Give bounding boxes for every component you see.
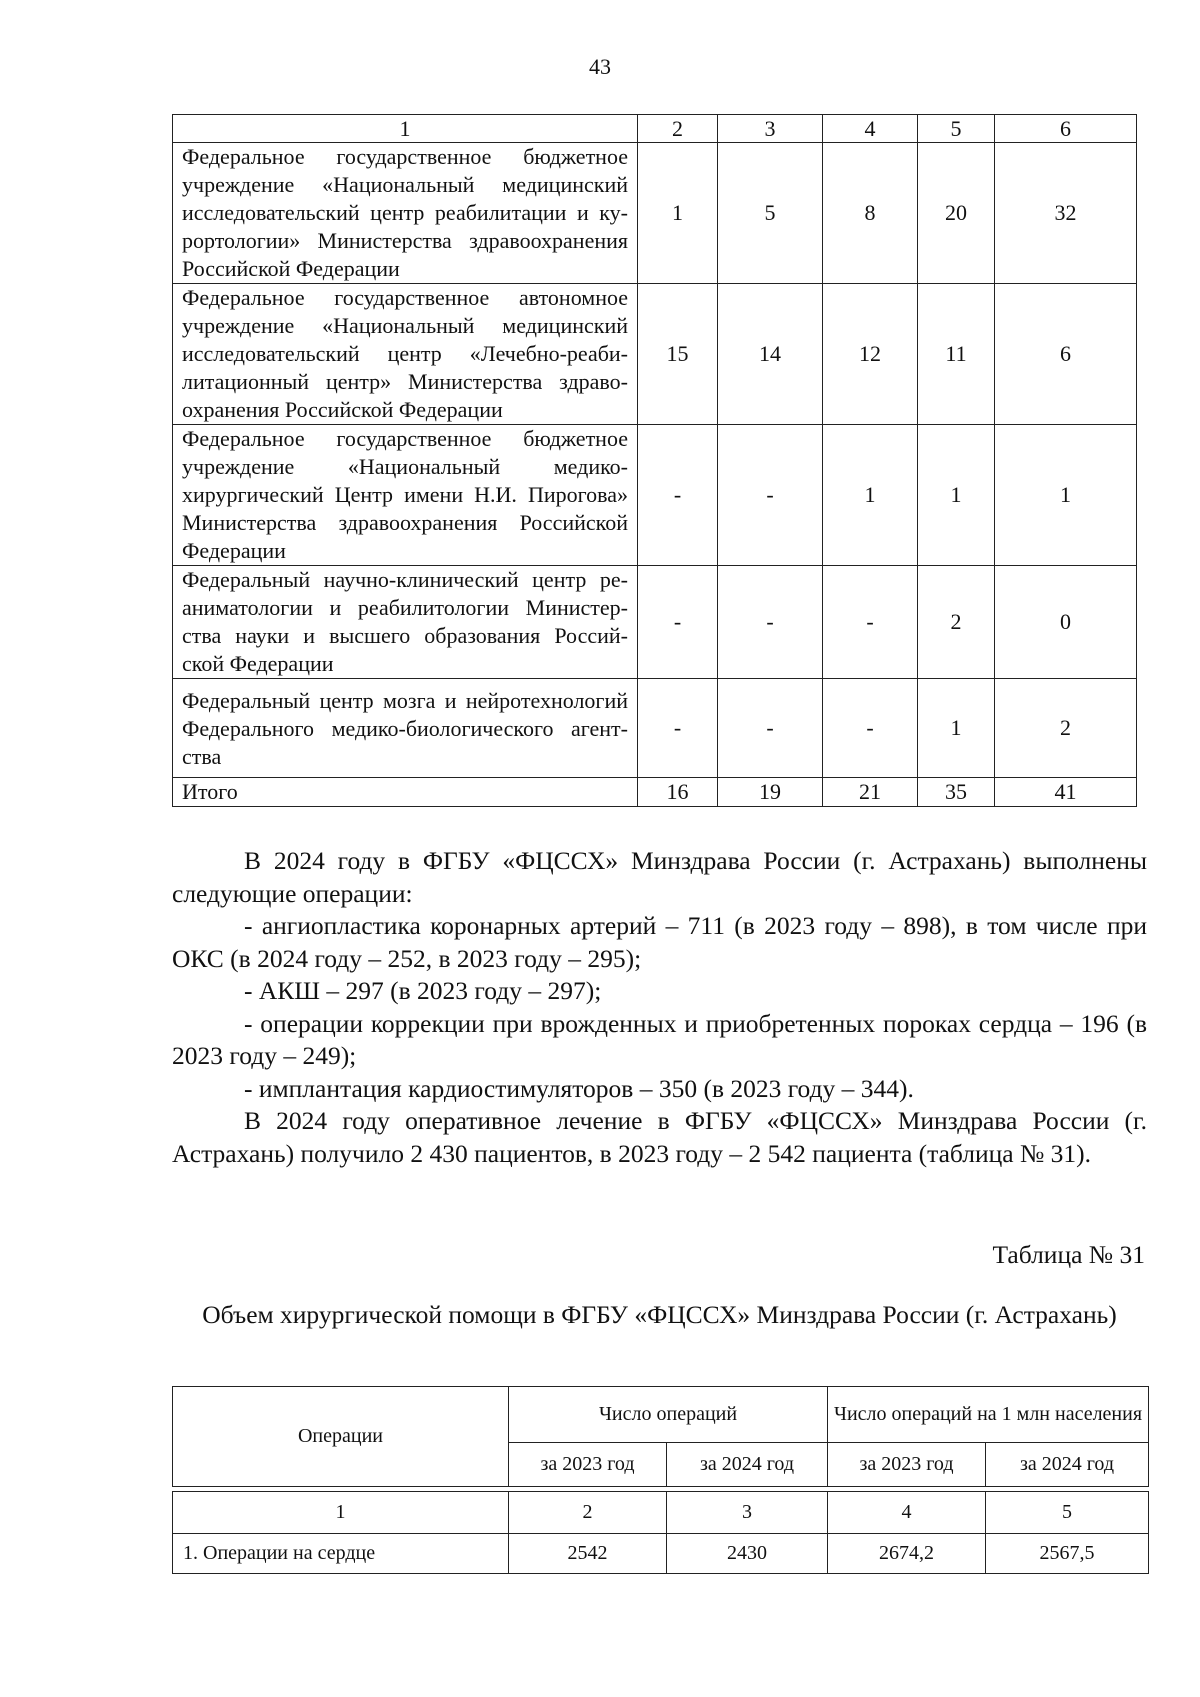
value-cell: 2 [918, 566, 995, 679]
header-cell: 3 [718, 115, 823, 143]
value-cell: 2542 [509, 1534, 667, 1574]
total-label: Итого [173, 778, 638, 807]
value-cell: - [823, 566, 918, 679]
column-number: 3 [667, 1492, 828, 1534]
column-number: 1 [173, 1492, 509, 1534]
table-title: Объем хирургической помощи в ФГБУ «ФЦССХ» Минздрава России (г. Астрахань) [202, 1300, 1117, 1329]
value-cell: 6 [995, 284, 1137, 425]
value-cell: 2 [995, 679, 1137, 778]
total-value: 41 [995, 778, 1137, 807]
value-cell: 15 [638, 284, 718, 425]
column-number: 5 [986, 1492, 1149, 1534]
paragraph: - имплантация кардиостимуляторов – 350 (в 2023 году – 344). [244, 1073, 914, 1103]
header-cell: 4 [823, 115, 918, 143]
paragraph: В 2024 году оперативное лечение в ФГБУ «ФЦССХ» Минздрава России (г. Астрахань) получило 2 430 пациентов, в 2023 году – 2 542 пациента (таблица № 31). [172, 1106, 1147, 1168]
value-cell: 8 [823, 143, 918, 284]
institution-name: Федеральный научно-клинический центр ре- аниматологии и реабилитологии Министер- ства науки и высшего образования Россий- ской Федерации [173, 566, 638, 679]
column-number: 2 [509, 1492, 667, 1534]
value-cell: 14 [718, 284, 823, 425]
table-row [173, 284, 1137, 425]
value-cell: 11 [918, 284, 995, 425]
value-cell: 0 [995, 566, 1137, 679]
institution-name: Федеральное государственное бюджетное учреждение «Национальный медицинский исследовательский центр реабилитации и ку- рортологии» Министерства здравоохранения Российской Федерации [173, 143, 638, 284]
year-header: за 2024 год [986, 1443, 1149, 1487]
paragraph: В 2024 году в ФГБУ «ФЦССХ» Минздрава России (г. Астрахань) выполнены следующие операции: [172, 846, 1147, 908]
total-row [173, 778, 1137, 807]
value-cell: 1 [918, 425, 995, 566]
table-row [173, 679, 1137, 778]
institution-name: Федеральное государственное автономное учреждение «Национальный медицинский исследовательский центр «Лечебно-реаби- литационный центр» Министерства здраво- охранения Российской Федерации [173, 284, 638, 425]
surgery-table [172, 1386, 1149, 1574]
year-header: за 2024 год [667, 1443, 828, 1487]
value-cell: - [718, 425, 823, 566]
paragraph: - АКШ – 297 (в 2023 году – 297); [244, 976, 602, 1005]
value-cell: 5 [718, 143, 823, 284]
value-cell: - [638, 566, 718, 679]
year-header: за 2023 год [828, 1443, 986, 1487]
value-cell: 1 [638, 143, 718, 284]
paragraph: - операции коррекции при врожденных и приобретенных пороках сердца – 196 (в 2023 году – 249); [172, 1008, 1147, 1070]
header-cell: 6 [995, 115, 1137, 143]
value-cell: 1 [995, 425, 1137, 566]
value-cell: - [823, 679, 918, 778]
institutions-table [172, 114, 1137, 807]
value-cell: 12 [823, 284, 918, 425]
value-cell: - [718, 679, 823, 778]
value-cell: 2430 [667, 1534, 828, 1574]
header-cell: 5 [918, 115, 995, 143]
table-row [173, 566, 1137, 679]
table-header-row [173, 1387, 1149, 1443]
header-cell: 2 [638, 115, 718, 143]
value-cell: - [638, 679, 718, 778]
operation-name: 1. Операции на сердце [173, 1534, 509, 1574]
count-header: Число операций [509, 1387, 828, 1443]
header-cell: 1 [173, 115, 638, 143]
institution-name: Федеральное государственное бюджетное учреждение «Национальный медико- хирургический Центр имени Н.И. Пирогова» Министерства здравоохранения Российской Федерации [173, 425, 638, 566]
value-cell: 2674,2 [828, 1534, 986, 1574]
page-number: 43 [589, 54, 611, 79]
column-number: 4 [828, 1492, 986, 1534]
table-row [173, 143, 1137, 284]
table-row [173, 425, 1137, 566]
table-header-row [173, 115, 1137, 143]
column-number-row [173, 1492, 1149, 1534]
value-cell: 20 [918, 143, 995, 284]
total-value: 19 [718, 778, 823, 807]
value-cell: 1 [918, 679, 995, 778]
value-cell: - [718, 566, 823, 679]
value-cell: 32 [995, 143, 1137, 284]
value-cell: 1 [823, 425, 918, 566]
table-label: Таблица № 31 [992, 1240, 1145, 1269]
value-cell: - [638, 425, 718, 566]
year-header: за 2023 год [509, 1443, 667, 1487]
total-value: 35 [918, 778, 995, 807]
per-million-header: Число операций на 1 млн населения [828, 1387, 1149, 1443]
total-value: 21 [823, 778, 918, 807]
operations-header: Операции [173, 1387, 509, 1487]
institution-name: Федеральный центр мозга и нейротехнологий Федерального медико-биологического агент- ства [173, 679, 638, 778]
table-row [173, 1534, 1149, 1574]
value-cell: 2567,5 [986, 1534, 1149, 1574]
paragraph: - ангиопластика коронарных артерий – 711 (в 2023 году – 898), в том числе при ОКС (в 2024 году – 252, в 2023 году – 295); [172, 911, 1147, 973]
total-value: 16 [638, 778, 718, 807]
body-text [172, 845, 1147, 1170]
